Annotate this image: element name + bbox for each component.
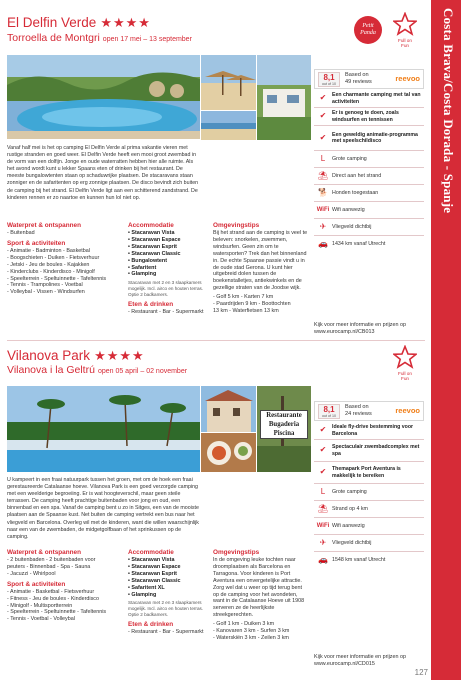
farmhouse-photo (201, 386, 256, 432)
opening-dates: open 17 mei – 13 september (102, 36, 192, 43)
wifi-icon: WiFi (316, 206, 330, 213)
facility-item: 🐕 Honden toegestaan (314, 185, 424, 202)
distance-line: 13 km - Waterfietsen 13 km (213, 307, 279, 314)
sport-item: - Fitness - Jeu de boules - Kinderdisco (7, 595, 99, 602)
wifi-icon: WiFi (316, 522, 330, 529)
more-info (314, 654, 429, 668)
sport-title: Sport & activiteiten (7, 580, 66, 588)
region-sidebar (431, 0, 461, 680)
sport-item: - Tennis - Trampolines - Voetbal (7, 282, 83, 289)
acc-item: • Stacaravan Classic (128, 577, 181, 584)
reevoo-rating (314, 69, 424, 89)
accommodation-column (128, 549, 208, 636)
acc-title: Accommodatie (128, 222, 174, 229)
camping-subtitle (7, 32, 192, 46)
more-info-text: Kijk voor meer informatie en prijzen op (314, 322, 406, 328)
facility-item: ⛱ Strand op 4 km (314, 501, 424, 518)
sport-item: - Speelterrein - Speltuinnette - Tafeltennis (7, 609, 107, 616)
food-photo (201, 433, 256, 472)
distance-line: - Paardrijden 9 km - Boottochten (213, 301, 291, 308)
more-info (314, 322, 429, 336)
feature-list (314, 90, 424, 253)
camping-name: Vilanova Park (7, 348, 91, 363)
camping-name: El Delfin Verde (7, 15, 97, 30)
star-rating: ★★★★ (100, 15, 151, 30)
more-info-text: Kijk voor meer informatie en prijzen op (314, 654, 406, 660)
water-item: - Jacuzzi - Whirlpool (7, 570, 56, 577)
pool-palms-photo (7, 386, 200, 472)
water-item: - 2 buitenbaden - 2 buitenbaden voor (7, 557, 96, 563)
tick-icon: ✔ (319, 445, 327, 455)
beach-icon: ⛱ (317, 170, 329, 180)
sport-item: - Animatie - Basketbal - Fietsverhuur (7, 588, 95, 595)
section-divider (7, 340, 425, 341)
tick-icon: ✔ (319, 93, 327, 103)
camping-title (7, 348, 145, 363)
camping-location: Vilanova i la Geltrú (7, 364, 95, 376)
acc-title: Accommodatie (128, 549, 174, 556)
reevoo-rating (314, 401, 424, 421)
tips-text: Bij het strand aan de camping is veel te beleven: snorkelen, zwemmen, windsurfen. Geen zin om te watersporten? Trek dan het binnenland in. De echte Spaanse passie vindt u in de oude stad Gerona. U kunt hier uitgebreid dolen tussen de boekenstalletjes, antiekwinkels en de gezellige straten van de Joodse wijk. (213, 230, 308, 292)
sport-item: - Speelterrein - Speltuinnette - Tafeltennis (7, 275, 107, 282)
acc-item: • Safaritent (128, 264, 157, 271)
water-item: peuters - Binnenbad - Spa - Sauna (7, 563, 91, 570)
eat-title: Eten & drinken (128, 300, 174, 308)
tick-icon: ✔ (319, 111, 327, 121)
beach-icon: ⛱ (317, 503, 329, 513)
tips-text: In de omgeving leuke tochten naar droomplaatsen als Barcelona en Tarragona. Voor kinderen is Port Aventura een onvergetelijke attractie. Zorg wel dat u weer op tijd terug bent op de camping voor het avondeten, want in de Catalaanse Hoeve uit 1908 serveren ze de heerlijkste streekgerechten. (213, 557, 305, 619)
sport-item: - Kinderclubs - Kinderdisco - Minigolf (7, 268, 95, 275)
facility-item: WiFi Wifi aanwezig (314, 518, 424, 535)
eat-item: - Restaurant - Bar - Supermarkt (128, 308, 204, 315)
acc-item: • Stacaravan Vista (128, 230, 175, 236)
star-icon (393, 345, 417, 369)
acc-note: Stacaravan met 2 en 3 slaapkamers mogelijk. Incl. airco en houten terras. Optie 2 badkamers. (128, 280, 204, 297)
pool-photo (7, 55, 200, 139)
airplane-icon: ✈ (319, 221, 327, 231)
facility-item: ✈ Vliegveld dichtbij (314, 219, 424, 236)
water-title: Waterpret & ontspannen (7, 549, 81, 556)
distance-line: - Golf 5 km - Karten 7 km (213, 294, 274, 301)
acc-item: • Safaritent XL (128, 584, 165, 591)
distance-line: - Golf 1 km - Duiken 3 km (213, 621, 275, 628)
star-icon (393, 12, 417, 36)
water-item: - Buitenbad (7, 230, 35, 236)
page-number: 127 (414, 668, 428, 677)
feature-list (314, 422, 424, 569)
tick-icon: ✔ (319, 425, 327, 435)
rating-reviews: 49 reviews (345, 78, 372, 85)
car-icon: 🚗 (318, 555, 328, 565)
facility-item: 🚗 1548 km vanaf Utrecht (314, 552, 424, 569)
acc-item: • Glamping (128, 591, 157, 598)
camping-url[interactable]: www.eurocamp.nl/CD015 (314, 660, 375, 667)
facility-item: ⛱ Direct aan het strand (314, 168, 424, 185)
sport-title: Sport & activiteiten (7, 239, 66, 247)
tips-column (213, 222, 309, 315)
large-camping-icon: L (320, 486, 326, 496)
star-rating: ★★★★ (94, 348, 145, 363)
beach-photo (201, 111, 256, 140)
tick-icon: ✔ (319, 132, 327, 142)
tips-title: Omgevingstips (213, 549, 260, 556)
sport-item: - Boogschieten - Duiken - Fietsverhuur (7, 254, 100, 261)
facility-item: 🚗 1434 km vanaf Utrecht (314, 236, 424, 253)
sport-item: - Tennis - Voetbal - Volleybal (7, 616, 75, 623)
reevoo-logo: reevoo (395, 406, 420, 415)
sport-item: - Animatie - Badminton - Basketbal (7, 247, 90, 254)
highlight-item: ✔ Een geweldig animatie-programma met speelschildisco (314, 126, 424, 151)
restaurant-sign-photo (257, 386, 311, 472)
opening-dates: open 05 april – 02 november (97, 368, 188, 375)
dog-icon: 🐕 (318, 187, 328, 197)
highlight-item: ✔ Een charmante camping met tal van activiteiten (314, 90, 424, 108)
acc-item: • Stacaravan Espace (128, 563, 181, 570)
camping-location: Torroella de Montgri (7, 32, 100, 44)
airplane-icon: ✈ (319, 537, 327, 547)
large-camping-icon: L (320, 153, 326, 163)
sport-item: - Volleybal - Vissen - Windsurfen (7, 289, 85, 296)
sport-item: - Minigolf - Multisportterrein (7, 602, 73, 609)
camping-subtitle (7, 364, 187, 378)
camping-url[interactable]: www.eurocamp.nl/CB013 (314, 328, 375, 335)
acc-item: • Stacaravan Classic (128, 250, 181, 257)
full-on-fun-badge: Full on Fun (390, 345, 420, 382)
direction-sign: Restaurante Bugaderia Piscina (260, 410, 308, 439)
reevoo-logo: reevoo (395, 74, 420, 83)
rating-label: Based on (345, 404, 369, 410)
acc-item: • Stacaravan Vista (128, 557, 175, 563)
full-on-fun-badge: Full on Fun (390, 12, 420, 49)
water-sport-column (7, 549, 125, 623)
distance-line: - Waterskiën 3 km - Zeilen 3 km (213, 634, 289, 641)
camping-description: U kampeert in een fraai natuurpark tussen het groen, met om de hoek een fraai gerestaureerde Catalaanse hoeve. Vilanova Park is een goed verzorgde camping met een weelderige begroeiing. Er is wat hoogteverschil, maar geen steile terrassen. De camping heeft prachtige buitenbaden voor jong en oud, een binnenbad en een spa. Vanaf de camping bent u zo in Sitges, een van de mooiste plaatsen aan de Spaanse kust. Net buiten de camping vertrekt een bus naar het vliegveld en Barcelona. Overleg wil met de kinderen, want die willen waarschijnlijk naar een van de zwembaden, de midgetgolfbaan of het sprinkussen op de camping. (7, 477, 199, 540)
highlight-item: ✔ Themapark Port Aventura is makkelijk te bereiken (314, 462, 424, 484)
tips-title: Omgevingstips (213, 222, 260, 229)
eat-title: Eten & drinken (128, 620, 174, 628)
acc-item: • Stacaravan Espace (128, 236, 181, 243)
rating-reviews: 24 reviews (345, 410, 372, 417)
tips-column (213, 549, 309, 642)
rating-score: 8,1 out of 10 (318, 72, 340, 87)
highlight-item: ✔ Spectaculair zwembadcomplex met spa (314, 440, 424, 462)
distance-line: - Kanovaren 3 km - Surfen 3 km (213, 628, 290, 635)
car-icon: 🚗 (318, 239, 328, 249)
acc-item: • Stacaravan Esprit (128, 243, 177, 250)
tick-icon: ✔ (319, 467, 327, 477)
water-sport-column (7, 222, 125, 296)
camping-description: Vanaf half mei is het op camping El Delfin Verde al prima vakantie vieren met rustige stranden en goed weer. El Delfin Verde heeft een mooi groot zwembad in de vorm van een dolfijn. Jonge en oude waterratten hebben hier alle ruimte. Als het avond wordt kunt u lekker Spaans eten of drinken bij het restaurant. De meeste bungalowtenten staan op schaduwrijke plaatsen. De stacaravans staan zonniger en de safaritenten op erg zonnige plaatsen. De disco bevindt zich buiten de camping bij het strand. El Delfin Verde ligt aan een schitterend zandstrand. De kinderen rennen er zo naartoe en kunnen hun lol niet op. (7, 145, 199, 201)
water-title: Waterpret & ontspannen (7, 222, 81, 229)
facility-item: WiFi Wifi aanwezig (314, 202, 424, 219)
facility-item: ✈ Vliegveld dichtbij (314, 535, 424, 552)
petit-panda-logo: Petit Panda (354, 16, 382, 44)
region-title: Costa Brava/Costa Dorada - Spanje (441, 8, 456, 214)
acc-item: • Glamping (128, 271, 157, 278)
acc-item: • Stacaravan Esprit (128, 570, 177, 577)
highlight-item: ✔ Er is genoeg te doen, zoals windsurfen en tennissen (314, 108, 424, 126)
facility-item: L Grote camping (314, 151, 424, 168)
facility-item: L Grote camping (314, 484, 424, 501)
eat-item: - Restaurant - Bar - Supermarkt (128, 628, 204, 635)
acc-item: • Bungalowtent (128, 257, 168, 264)
highlight-item: ✔ Ideale fly-drive bestemming voor Barcelona (314, 422, 424, 440)
mobile-home-photo (257, 55, 311, 140)
acc-note: Stacaravan met 2 en 3 slaapkamers mogelijk. Incl. airco en houten terras. Optie 2 badkamers. (128, 600, 204, 618)
rating-score: 8,1 out of 10 (318, 404, 340, 419)
camping-title (7, 15, 151, 30)
accommodation-column (128, 222, 208, 316)
sport-item: - Jetski - Jeu de boules - Kajakken (7, 261, 90, 268)
rating-label: Based on (345, 72, 369, 78)
beach-umbrellas-photo (201, 55, 256, 110)
